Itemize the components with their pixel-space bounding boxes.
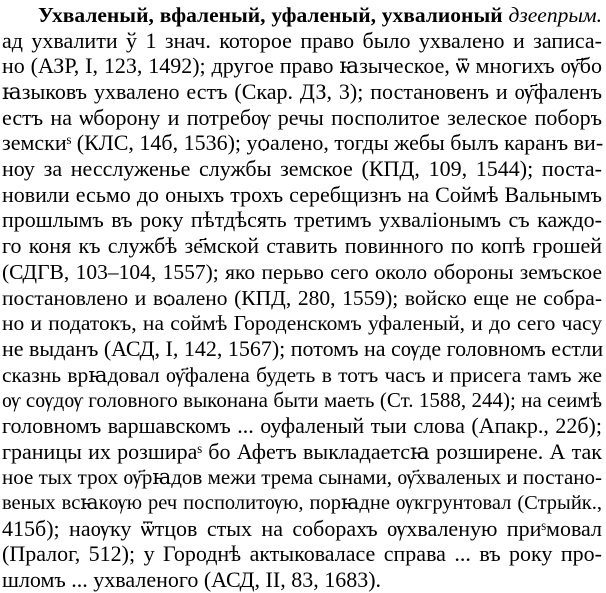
entry-line-5: естъ на ѡборону и потребѹ речы посполитое зелеское поборъ <box>2 104 602 130</box>
entry-line-1 <box>38 2 602 28</box>
entry-line-16: ѹ сѹдѹ головного выконана быти маеть (Ст. 1588, 244); на сеимѣ <box>2 388 602 413</box>
entry-line-19: ное тых трох ѹ҃рꙗдов межи трема сынами, ѹ҃хваленых и постано- <box>2 465 602 490</box>
entry-line-10: го коня къ службѣ зе҃мской ставить повинного по копѣ грошей <box>2 233 602 259</box>
entry-line-3: но (АЗР, I, 123, 1492); другое право ꙗзыческое, ѿ многихъ ѹ҃бо <box>2 53 602 79</box>
entry-line-17: головномъ варшавскомъ ... оуфаленый тыи слова (Апакр., 22б); <box>2 412 602 438</box>
entry-line-21: 415б); наѹку ѿтцов стых на соборахъ ѹхваленую приˢмовал <box>2 515 602 541</box>
entry-line-12: постановлено и вѻалено (КПД, 280, 1559); войско еще не собра- <box>2 285 602 310</box>
entry-line-9: прошлымъ въ року пѣтдѣсять третимъ ухваліонымъ съ каждо- <box>2 207 602 233</box>
dictionary-entry <box>2 0 604 593</box>
entry-line-2: ад ухвалити ў 1 знач. которое право было ухвалено и записа- <box>2 27 602 53</box>
entry-line-11: (СДГВ, 103–104, 1557); яко перьво сего около обороны земъское <box>2 259 602 284</box>
entry-line-18: границы их розшираˢ бо Афетъ выкладаетсꙗ розширене. А так <box>2 438 602 464</box>
entry-line-7: ноу за несслуженье службы земское (КПД, 109, 1544); поста- <box>2 156 602 182</box>
entry-line-8: новили есьмо до оныхъ трохъ серебщизнъ на Соймѣ Вальнымъ <box>2 181 602 207</box>
entry-line-6: земскиˢ (КЛС, 14б, 1536); уѻалено, тогды жебы былъ каранъ ви- <box>2 130 604 156</box>
entry-line-15: сказнь врꙗдовал ѹ҃фалена будеть в тотъ часъ и присега тамъ же <box>2 362 602 387</box>
entry-line-14: не выданъ (АСД, I, 142, 1567); потомъ на сѹде головномъ естли <box>2 335 604 361</box>
entry-headword: Ухваленый, вфаленый, уфаленый, ухвалионый <box>38 3 503 27</box>
entry-line-23: шломъ ... ухваленого (АСД, II, 83, 1683). <box>2 567 382 592</box>
entry-line-4: ꙗзыковъ ухвалено естъ (Скар. ДЗ, 3); постановенъ и ѹ҃фаленъ <box>2 79 602 105</box>
entry-line-13: но и податокъ, на соймѣ Городенскомъ уфаленый, и до сего часу <box>2 311 602 336</box>
entry-line-20: веных всꙗкѹю реч посполитѹю, порꙗдне ѹкгрунтовал (Стрыйк., <box>2 491 602 514</box>
entry-line-22: (Пралог, 512); у Городнѣ актыковаласе справа ... въ року про- <box>2 541 602 567</box>
entry-grammar-label: дзеeпрым. <box>502 3 602 27</box>
